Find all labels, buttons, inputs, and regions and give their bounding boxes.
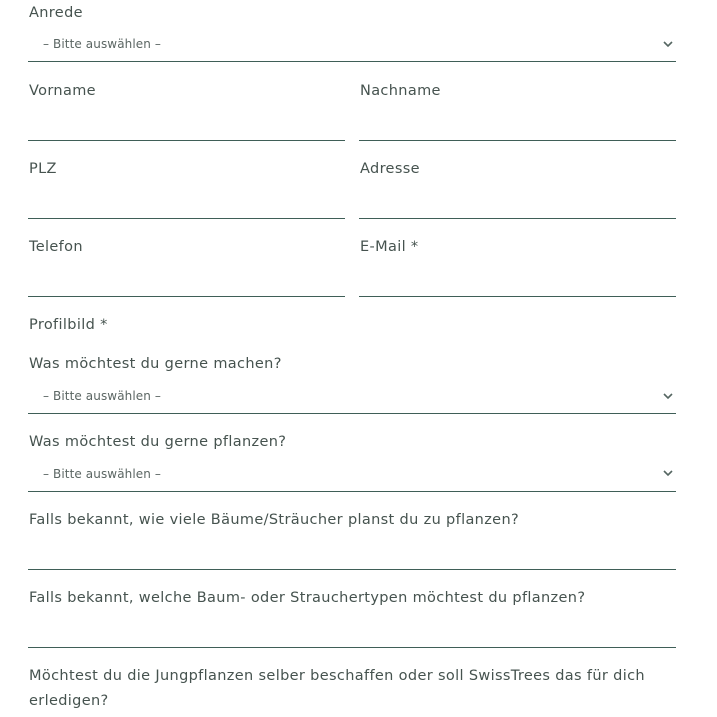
telefon-input[interactable] xyxy=(28,268,345,296)
email-underline xyxy=(359,296,676,297)
adresse-input[interactable] xyxy=(359,190,676,218)
profilbild-label[interactable]: Profilbild * xyxy=(29,317,108,333)
anzahl-underline xyxy=(28,569,676,570)
nachname-label: Nachname xyxy=(360,83,441,99)
plz-underline xyxy=(28,218,345,219)
pflanzen-underline xyxy=(28,491,676,492)
adresse-label: Adresse xyxy=(360,161,420,177)
plz-label: PLZ xyxy=(29,161,57,177)
vorname-input[interactable] xyxy=(28,112,345,140)
pflanzen-selected-value: – Bitte auswählen – xyxy=(43,467,162,481)
email-input[interactable] xyxy=(359,268,676,296)
chevron-down-icon xyxy=(662,469,674,477)
vorname-label: Vorname xyxy=(29,83,96,99)
machen-selected-value: – Bitte auswählen – xyxy=(43,389,162,403)
pflanzen-label: Was möchtest du gerne pflanzen? xyxy=(29,434,287,450)
jungpflanzen-label: Möchtest du die Jungpflanzen selber beschaffen oder soll SwissTrees das für dich erledigen? xyxy=(29,668,645,709)
typen-underline xyxy=(28,647,676,648)
anrede-selected-value: – Bitte auswählen – xyxy=(43,37,162,51)
pflanzen-select[interactable] xyxy=(29,462,676,490)
typen-input[interactable] xyxy=(28,619,676,647)
email-label: E-Mail * xyxy=(360,239,419,255)
telefon-label: Telefon xyxy=(29,239,83,255)
plz-input[interactable] xyxy=(28,190,345,218)
chevron-down-icon xyxy=(662,392,674,400)
telefon-underline xyxy=(28,296,345,297)
anrede-underline xyxy=(28,61,676,62)
anrede-select[interactable] xyxy=(29,32,676,60)
anrede-label: Anrede xyxy=(29,5,83,21)
anzahl-label: Falls bekannt, wie viele Bäume/Sträucher planst du zu pflanzen? xyxy=(29,512,520,528)
nachname-underline xyxy=(359,140,676,141)
adresse-underline xyxy=(359,218,676,219)
typen-label: Falls bekannt, welche Baum- oder Strauchertypen möchtest du pflanzen? xyxy=(29,590,586,606)
chevron-down-icon xyxy=(662,40,674,48)
machen-select[interactable] xyxy=(29,384,676,412)
machen-label: Was möchtest du gerne machen? xyxy=(29,356,282,372)
vorname-underline xyxy=(28,140,345,141)
machen-underline xyxy=(28,413,676,414)
nachname-input[interactable] xyxy=(359,112,676,140)
anzahl-input[interactable] xyxy=(28,541,676,569)
